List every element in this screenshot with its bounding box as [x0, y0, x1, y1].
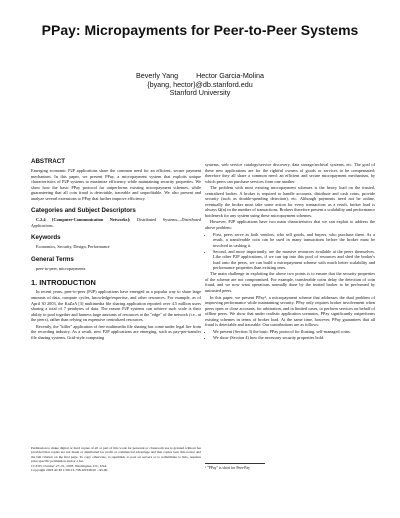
author-name: Beverly Yang [136, 71, 179, 80]
bullet-list [205, 329, 375, 341]
bullet-item: • Second, and more importantly, are the massive resources available at the peers themselves. Like other P2P applications, if we can tap into this pool of resources and shed the broker's load onto the peers, we can build a micropayment scheme with much better scalability and performance properties than existing ones. [213, 249, 375, 271]
body-paragraph: However, P2P applications have two main characteristics that we can exploit to address the above problem: [205, 219, 375, 231]
author-email: {byang, hector}@db.stanford.edu [147, 79, 253, 89]
introduction-heading: 1. INTRODUCTION [31, 278, 96, 288]
bullet-item: • We show (Section 4) how the necessary security properties hold. [213, 335, 375, 341]
body-paragraph: In this paper, we present PPay¹, a micropayment scheme that addresses the dual problem of improving performance while maintaining security. PPay only requires broker involvement when peers open or close accounts, for arbitration, and in limited cases, to perform services on behalf of offline peers. We show that under realistic application scenarios, PPay significantly outperforms existing schemes in terms of broker load. At the same time, however, PPay guarantees that all fraud is detectable and traceable. Our contributions are as follows: [205, 294, 375, 328]
footnote-text: ¹ "PPay" is short for Peer-Pay [205, 466, 250, 470]
footnote [205, 463, 375, 471]
left-column [31, 158, 201, 341]
intro-paragraph: In recent years, peer-to-peer (P2P) applications have emerged as a popular way to share large amounts of data, compute cycles, knowledge/expertise, and other resources. For example, as of April 30 2003, the KaZaA [3] multimedia file sharing application reported over 4.5 million users sharing a total of 7 petabytes of data. The reason P2P systems can achieve such scale is their ability to pool together and harness large amounts of resources at the "edge" of the network (i.e., at the peers), rather than relying on expensive centralized resources. [31, 289, 201, 323]
categories-code: C.2.4 [Computer-Communication Networks]: [36, 217, 131, 223]
abstract-heading: ABSTRACT [31, 158, 66, 165]
body-paragraph: The main challenge in exploiting the above two points is to ensure that the security properties of the scheme are not compromised. For example, transferable coins delay the detection of coin fraud, and we now want operations normally done by the trusted broker to be performed by untrusted peers. [205, 271, 375, 294]
general-terms-text: peer-to-peer, micropayments [36, 265, 86, 271]
author-block [0, 72, 400, 98]
bullet-list [205, 232, 375, 271]
general-terms-heading: General Terms [31, 255, 74, 263]
right-column [205, 162, 375, 341]
intro-paragraph: Recently, the "killer" application of free multimedia file sharing has come under legal fire from the recording industry. As a result, new P2P applications are emerging, such as pay-per-transfer file sharing systems, Grid-style computing [31, 323, 201, 340]
author-name: Hector Garcia-Molina [196, 71, 264, 80]
bullet-item: • First, peers serve as both vendors, who sell goods, and buyers, who purchase them. As a result, a transferable coin can be used in many transactions before the broker must be involved in cashing it. [213, 232, 375, 249]
permission-text: Permission to make digital or hard copies of all or part of this work for personal or classroom use is granted without fee provided that copies are not made or distributed for profit or commercial advantage and that copies bear this notice and the full citation on the first page. To copy otherwise, to republish, to post on servers or to redistribute to lists, requires prior specific permission and/or a fee. [31, 446, 201, 464]
author-affiliation: Stanford University [169, 88, 231, 98]
footnote-rule [205, 463, 265, 464]
categories-italic: Distributed Applications. [31, 217, 201, 228]
abstract-text: Emerging economic P2P applications share the common need for an efficient, secure payment mechanism. In this paper, we present PPay, a micropayment system that exploits unique characteristics of P2P systems to maximize efficiency while maintaining security properties. We show how the basic PPay protocol far outperforms existing micropayment schemes, while guaranteeing that all coin fraud is detectable, traceable and unprofitable. We also present and analyze several extensions to PPay that further improve efficiency. [31, 168, 201, 201]
keywords-text: Economics, Security, Design, Performance [36, 244, 110, 250]
keywords-heading: Keywords [31, 234, 61, 242]
copyright-line: Copyright 2003 ACM 1-58113-738-9/03/0010 ...$5.00. [31, 468, 109, 473]
categories-text [31, 217, 201, 228]
permission-notice [31, 446, 201, 472]
bullet-item: • We present (Section 3) the basic PPay protocol for floating, self-managed coins. [213, 329, 375, 335]
paper-title: PPay: Micropayments for Peer-to-Peer Systems [41, 22, 359, 38]
body-paragraph: systems, web service catalogs/service discovery, data storage/archival systems, etc. The goal of these new applications are for the rightful owners of goods or services to be compensated; therefore they all share a common need: an efficient and secure micropayment mechanism, by which peers can purchase services from one another. [205, 162, 375, 184]
categories-desc: Distributed Systems— [130, 217, 182, 223]
conference-line: CCS'03, October 27–31, 2003, Washington, DC, USA. [31, 463, 108, 468]
categories-heading: Categories and Subject Descriptors [31, 207, 136, 215]
body-paragraph: The problem with most existing micropayment schemes is the heavy load on the trusted, centralized broker. A broker is required to handle accounts, distribute and cash coins, provide security (such as double-spending detection), etc. Although payments need not be online, eventually the broker must take some action for every transaction; as a result, broker load is always Ω(n) in the number of transactions. Brokers therefore present a scalability and performance bottleneck for any system using these micropayment schemes. [205, 185, 375, 218]
